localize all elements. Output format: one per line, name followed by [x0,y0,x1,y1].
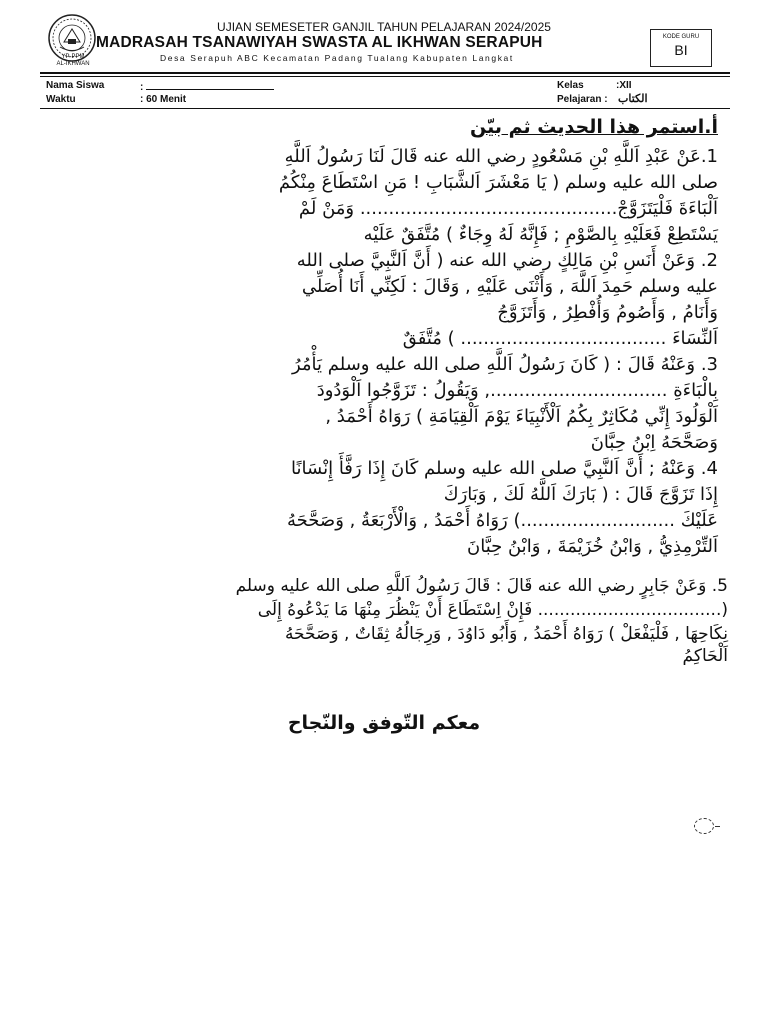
hadith-line: 1.عَنْ عَبْدِ اَللَّهِ بْنِ مَسْعُودٍ رضي الله عنه قَالَ لَنَا رَسُولُ اَللَّهِ [284,146,718,167]
hadith-line: عليه وسلم حَمِدَ اَللَّهَ , وَأَثْنَى عَلَيْهِ , وَقَالَ : لَكِنِّي أَنَا أُصَلِّي [301,276,718,297]
hadith-line: إِذَا تَزَوَّجَ قَالَ : ( بَارَكَ اَللَّهُ لَكَ , وَبَارَكَ [443,484,718,505]
subject-value: الكتاب [618,93,648,105]
teacher-code-label: KODE GURU [662,34,700,40]
student-name-label: Nama Siswa [46,80,105,91]
hadith-5-line: اَلْحَاكِمُ [682,646,728,666]
header-divider-thin [40,76,730,77]
dashed-circle-mark [694,818,714,834]
info-divider [40,108,730,109]
school-name: MADRASAH TSANAWIYAH SWASTA AL IKHWAN SERAPUH [96,34,543,51]
hadith-line: عَلَيْكَ ...........................) رَوَاهُ أَحْمَدُ , وَالْأَرْبَعَةُ , وَصَحَّحَهُ [287,510,718,531]
hadith-line: بِالْبَاءَةِ ..............................., وَيَقُولُ : تَزَوَّجُوا اَلْوَدُودَ [316,380,718,401]
hadith-line: اَلْبَاءَةَ فَلْيَتَزَوَّجْ............................................. وَمَنْ لَمْ [298,198,718,219]
teacher-code-box [650,29,712,67]
hadith-5-line: 5. وَعَنْ جَابِرٍ رضي الله عنه قَالَ : قَالَ رَسُولُ اَللَّهِ صلى الله عليه وسلم [235,576,728,596]
school-address: Desa Serapuh ABC Kecamatan Padang Tualang Kabupaten Langkat [160,53,514,63]
dash-mark [715,826,720,827]
class-value: :XII [616,80,632,91]
subject-label: Pelajaran : [557,94,608,105]
student-name-separator: : [140,82,144,93]
logo-caption [42,54,104,68]
header-divider-thick [40,72,730,74]
hadith-line: 4. وَعَنْهُ ; أَنَّ اَلنَّبِيَّ صلى الله عليه وسلم كَانَ إِذَا رَفَّأَ إِنْسَانًا [291,458,718,479]
logo-caption-line-1: YP-PPM [61,54,85,60]
hadith-5-line: نِكَاحِهَا , فَلْيَفْعَلْ ) رَوَاهُ أَحْمَدُ , وَأَبُو دَاوُدَ , وَرِجَالُهُ ثِقَاتٌ , وَصَحَّحَهُ [284,624,728,644]
hadith-line: وَأَنَامُ , وَأَصُومُ وَأُفْطِرُ , وَأَتَزَوَّجُ [497,302,718,323]
student-name-blank[interactable] [146,80,274,90]
hadith-line: يَسْتَطِعْ فَعَلَيْهِ بِالصَّوْمِ ; فَإِنَّهُ لَهُ وِجَاءٌ ) مُتَّفَقٌ عَلَيْه [363,224,718,245]
hadith-line: اَلنِّسَاءَ .................................... ) مُتَّفَقٌ [402,328,718,349]
class-label: Kelas [557,80,584,91]
time-label: Waktu [46,94,76,105]
hadith-line: اَلْوَلُودَ إِنِّي مُكَاثِرٌ بِكُمُ اَلْأَنْبِيَاءَ يَوْمَ اَلْقِيَامَةِ ) رَوَاهُ أَحْمَدُ , [325,406,718,427]
hadith-5-line: (.................................. فَإِنْ اِسْتَطَاعَ أَنْ يَنْظُرَ مِنْهَا مَا يَدْعُوهُ إِلَى [257,600,728,620]
hadith-line: 3. وَعَنْهُ قَالَ : ( كَانَ رَسُولُ اَللَّهِ صلى الله عليه وسلم يَأْمُرُ [291,354,718,375]
teacher-code-value: BI [674,42,688,58]
hadith-line: وَصَحَّحَهُ اِبْنُ حِبَّانَ [590,432,718,453]
logo-caption-line-2: AL-IKHWAN [56,61,90,67]
hadith-line: اَلتِّرْمِذِيُّ , وَابْنُ خُزَيْمَةَ , وَابْنُ حِبَّانَ [467,536,718,557]
student-name-field[interactable] [140,80,274,93]
time-value: : 60 Menit [140,94,187,105]
closing-wish: معكم التّوفق والنّجاح [287,712,481,734]
section-heading: أ.استمر هذا الحديث ثم بيّن [470,116,718,138]
exam-title: UJIAN SEMESETER GANJIL TAHUN PELAJARAN 2024/2025 [217,20,551,34]
hadith-line: 2. وَعَنْ أَنَسِ بْنِ مَالِكٍ رضي الله عنه ( أَنَّ اَلنَّبِيَّ صلى الله [296,250,718,271]
hadith-line: صلى الله عليه وسلم ( يَا مَعْشَرَ اَلشَّبَابِ ! مَنِ اسْتَطَاعَ مِنْكُمُ [278,172,718,193]
